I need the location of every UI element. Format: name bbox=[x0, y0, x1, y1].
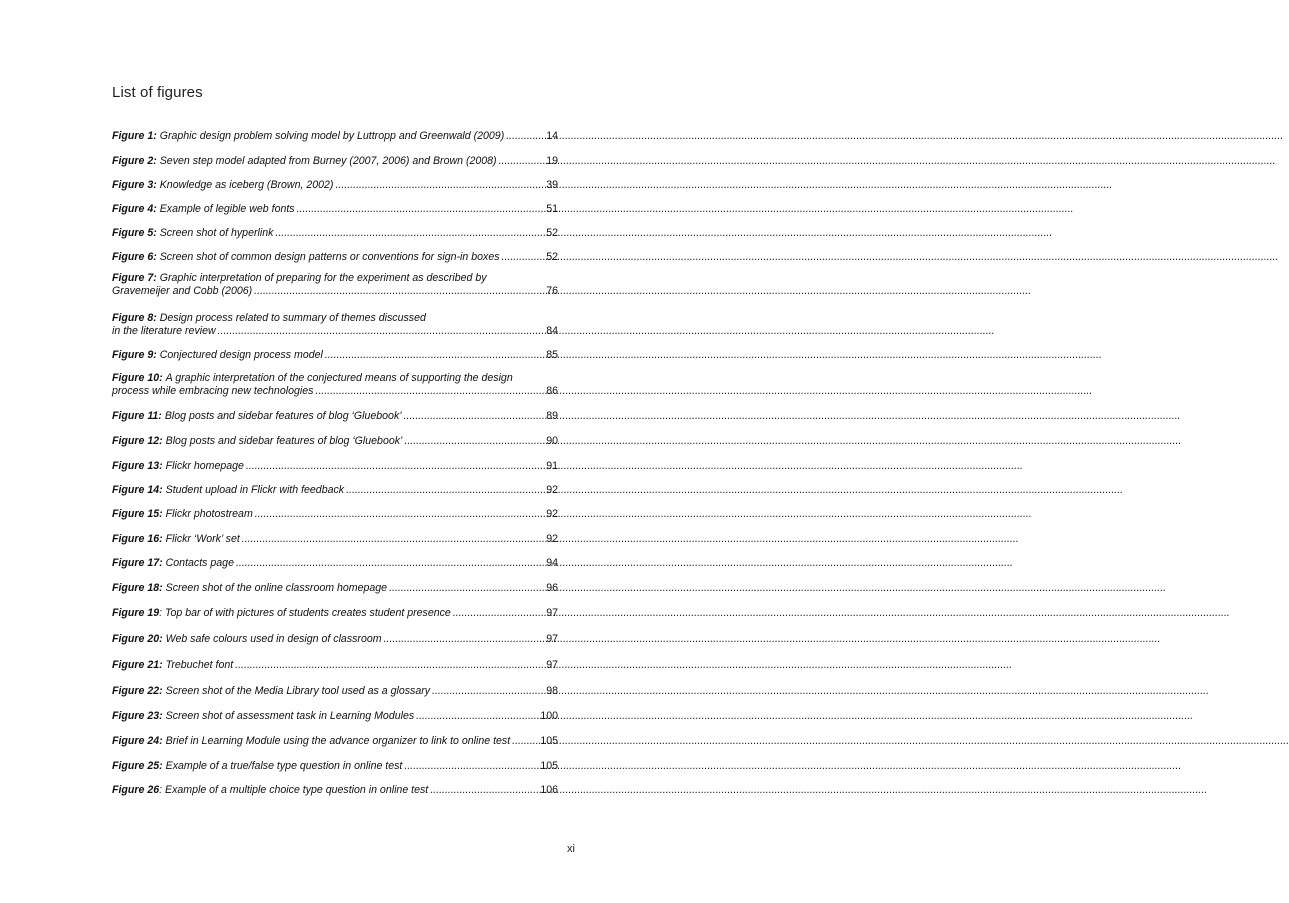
figure-title: Flickr homepage bbox=[165, 460, 244, 472]
list-item[interactable] bbox=[112, 272, 558, 297]
figure-title: Top bar of with pictures of students creates student presence bbox=[165, 607, 451, 619]
figure-title: Screen shot of assessment task in Learning Modules bbox=[165, 710, 415, 722]
figure-title: Seven step model adapted from Burney (2007, 2006) and Brown (2008) bbox=[159, 155, 497, 167]
figure-page-number: 92 bbox=[546, 484, 558, 496]
dot-leader bbox=[246, 460, 545, 473]
figure-title: Knowledge as iceberg (Brown, 2002) bbox=[159, 179, 334, 191]
figure-page-number: 52 bbox=[546, 251, 558, 263]
figure-label-separator: : bbox=[159, 607, 165, 619]
figure-page-number: 100 bbox=[540, 710, 558, 722]
figure-label: Figure 4: bbox=[112, 203, 157, 215]
figure-label: Figure 1: bbox=[112, 130, 157, 142]
list-item[interactable] bbox=[112, 435, 558, 448]
figure-label: Figure 18: bbox=[112, 582, 163, 594]
figure-page-number: 51 bbox=[546, 203, 558, 215]
figure-label: Figure 3: bbox=[112, 179, 157, 191]
figure-title-first-line: Graphic interpretation of preparing for the experiment as described by bbox=[159, 272, 487, 284]
figure-title: Screen shot of hyperlink bbox=[159, 227, 274, 239]
list-item[interactable] bbox=[112, 710, 558, 723]
figure-page-number: 89 bbox=[546, 410, 558, 422]
figure-label-separator: : bbox=[159, 784, 165, 796]
list-item[interactable] bbox=[112, 533, 558, 546]
document-page bbox=[0, 0, 638, 903]
figure-label: Figure 17: bbox=[112, 557, 163, 569]
figure-label: Figure 16: bbox=[112, 533, 163, 545]
figure-title: Blog posts and sidebar features of blog ‘Gluebook’ bbox=[164, 410, 402, 422]
dot-leader bbox=[506, 130, 545, 143]
figure-title: Brief in Learning Module using the advance organizer to link to online test bbox=[165, 735, 511, 747]
dot-leader bbox=[275, 227, 545, 240]
figure-title: Screen shot of the Media Library tool used as a glossary bbox=[165, 685, 431, 697]
figure-label: Figure 13: bbox=[112, 460, 163, 472]
figure-page-number: 92 bbox=[546, 533, 558, 545]
list-item[interactable] bbox=[112, 130, 558, 143]
figure-title: Flickr photostream bbox=[165, 508, 253, 520]
figure-label: Figure 22: bbox=[112, 685, 163, 697]
figure-page-number: 14 bbox=[546, 130, 558, 142]
dot-leader bbox=[297, 203, 546, 216]
list-item[interactable] bbox=[112, 484, 558, 497]
figure-page-number: 76 bbox=[546, 284, 558, 297]
figure-label: Figure 19 bbox=[112, 607, 160, 619]
list-item[interactable] bbox=[112, 659, 558, 672]
figure-title: Example of legible web fonts bbox=[159, 203, 295, 215]
list-item[interactable] bbox=[112, 633, 558, 646]
list-item[interactable] bbox=[112, 251, 558, 264]
list-item[interactable] bbox=[112, 557, 558, 570]
figure-label: Figure 23: bbox=[112, 710, 163, 722]
dot-leader bbox=[384, 633, 546, 646]
dot-leader bbox=[236, 557, 545, 570]
page-number: xi bbox=[567, 843, 575, 855]
dot-leader bbox=[404, 410, 546, 423]
dot-leader bbox=[315, 385, 545, 398]
figure-page-number: 98 bbox=[546, 685, 558, 697]
figure-title: in the literature review bbox=[112, 324, 216, 337]
figure-page-number: 96 bbox=[546, 582, 558, 594]
list-item[interactable] bbox=[112, 203, 558, 216]
dot-leader bbox=[432, 685, 545, 698]
figure-label: Figure 24: bbox=[112, 735, 163, 747]
list-item[interactable] bbox=[112, 349, 558, 362]
figure-label: Figure 25: bbox=[112, 760, 163, 772]
figure-label: Figure 2: bbox=[112, 155, 157, 167]
figure-page-number: 86 bbox=[546, 384, 558, 397]
figure-page-number: 90 bbox=[546, 435, 558, 447]
figure-label: Figure 5: bbox=[112, 227, 157, 239]
figure-label: Figure 7: bbox=[112, 272, 157, 284]
figure-label: Figure 8: bbox=[112, 312, 157, 324]
dot-leader bbox=[389, 582, 545, 595]
figure-label: Figure 9: bbox=[112, 349, 157, 361]
figure-label: Figure 10: bbox=[112, 372, 163, 384]
figure-page-number: 91 bbox=[546, 460, 558, 472]
dot-leader bbox=[502, 251, 546, 264]
figure-title: Conjectured design process model bbox=[159, 349, 323, 361]
dot-leader bbox=[430, 784, 539, 797]
figure-page-number: 92 bbox=[546, 508, 558, 520]
figure-label: Figure 11: bbox=[112, 410, 162, 422]
dot-leader bbox=[416, 710, 539, 723]
figure-label: Figure 15: bbox=[112, 508, 163, 520]
list-item[interactable] bbox=[112, 460, 558, 473]
list-item[interactable] bbox=[112, 784, 558, 797]
figure-label: Figure 26 bbox=[112, 784, 160, 796]
dot-leader bbox=[235, 659, 545, 672]
dot-leader bbox=[346, 484, 545, 497]
page-title: List of figures bbox=[112, 84, 203, 101]
dot-leader bbox=[404, 435, 545, 448]
dot-leader bbox=[499, 155, 546, 168]
figure-page-number: 19 bbox=[546, 155, 558, 167]
dot-leader bbox=[242, 533, 545, 546]
dot-leader bbox=[335, 179, 545, 192]
figure-title: process while embracing new technologies bbox=[112, 384, 314, 397]
figure-title: Web safe colours used in design of classroom bbox=[165, 633, 382, 645]
figure-page-number: 106 bbox=[540, 784, 558, 796]
figure-title: Screen shot of common design patterns or conventions for sign-in boxes bbox=[159, 251, 500, 263]
figure-page-number: 85 bbox=[546, 349, 558, 361]
list-item[interactable] bbox=[112, 582, 558, 595]
list-item[interactable] bbox=[112, 760, 558, 773]
list-item[interactable] bbox=[112, 607, 558, 620]
figure-title: Flickr ‘Work’ set bbox=[165, 533, 240, 545]
dot-leader bbox=[404, 760, 539, 773]
dot-leader bbox=[254, 285, 545, 298]
figure-page-number: 97 bbox=[546, 659, 558, 671]
list-item[interactable] bbox=[112, 179, 558, 192]
figure-label: Figure 12: bbox=[112, 435, 163, 447]
figure-title: Gravemeijer and Cobb (2006) bbox=[112, 284, 253, 297]
list-item[interactable] bbox=[112, 735, 558, 748]
figure-title: Example of a multiple choice type question in online test bbox=[165, 784, 429, 796]
list-item[interactable] bbox=[112, 410, 558, 423]
figure-label: Figure 6: bbox=[112, 251, 157, 263]
list-item[interactable] bbox=[112, 312, 558, 337]
figure-page-number: 52 bbox=[546, 227, 558, 239]
figure-title: Graphic design problem solving model by Luttropp and Greenwald (2009) bbox=[159, 130, 505, 142]
figure-label: Figure 14: bbox=[112, 484, 163, 496]
figure-title: Contacts page bbox=[165, 557, 234, 569]
list-item[interactable] bbox=[112, 227, 558, 240]
figure-page-number: 39 bbox=[546, 179, 558, 191]
figure-page-number: 105 bbox=[540, 760, 558, 772]
list-item[interactable] bbox=[112, 372, 558, 397]
dot-leader bbox=[512, 735, 539, 748]
dot-leader bbox=[325, 349, 545, 362]
figure-title: Student upload in Flickr with feedback bbox=[165, 484, 345, 496]
figure-title: Example of a true/false type question in online test bbox=[165, 760, 403, 772]
figure-page-number: 97 bbox=[546, 633, 558, 645]
dot-leader bbox=[453, 607, 545, 620]
figure-label: Figure 20: bbox=[112, 633, 163, 645]
figure-page-number: 94 bbox=[546, 557, 558, 569]
figure-page-number: 97 bbox=[546, 607, 558, 619]
figure-title: Screen shot of the online classroom homepage bbox=[165, 582, 388, 594]
figure-title-first-line: A graphic interpretation of the conjectured means of supporting the design bbox=[165, 372, 513, 384]
dot-leader bbox=[255, 508, 545, 521]
figure-title: Blog posts and sidebar features of blog ‘Gluebook’ bbox=[165, 435, 403, 447]
list-item[interactable] bbox=[112, 685, 558, 698]
list-item[interactable] bbox=[112, 155, 558, 168]
figure-label: Figure 21: bbox=[112, 659, 163, 671]
figure-title: Trebuchet font bbox=[165, 659, 234, 671]
figure-page-number: 105 bbox=[540, 735, 558, 747]
list-item[interactable] bbox=[112, 508, 558, 521]
figure-title-first-line: Design process related to summary of themes discussed bbox=[159, 312, 426, 324]
figure-page-number: 84 bbox=[546, 324, 558, 337]
dot-leader bbox=[218, 325, 546, 338]
